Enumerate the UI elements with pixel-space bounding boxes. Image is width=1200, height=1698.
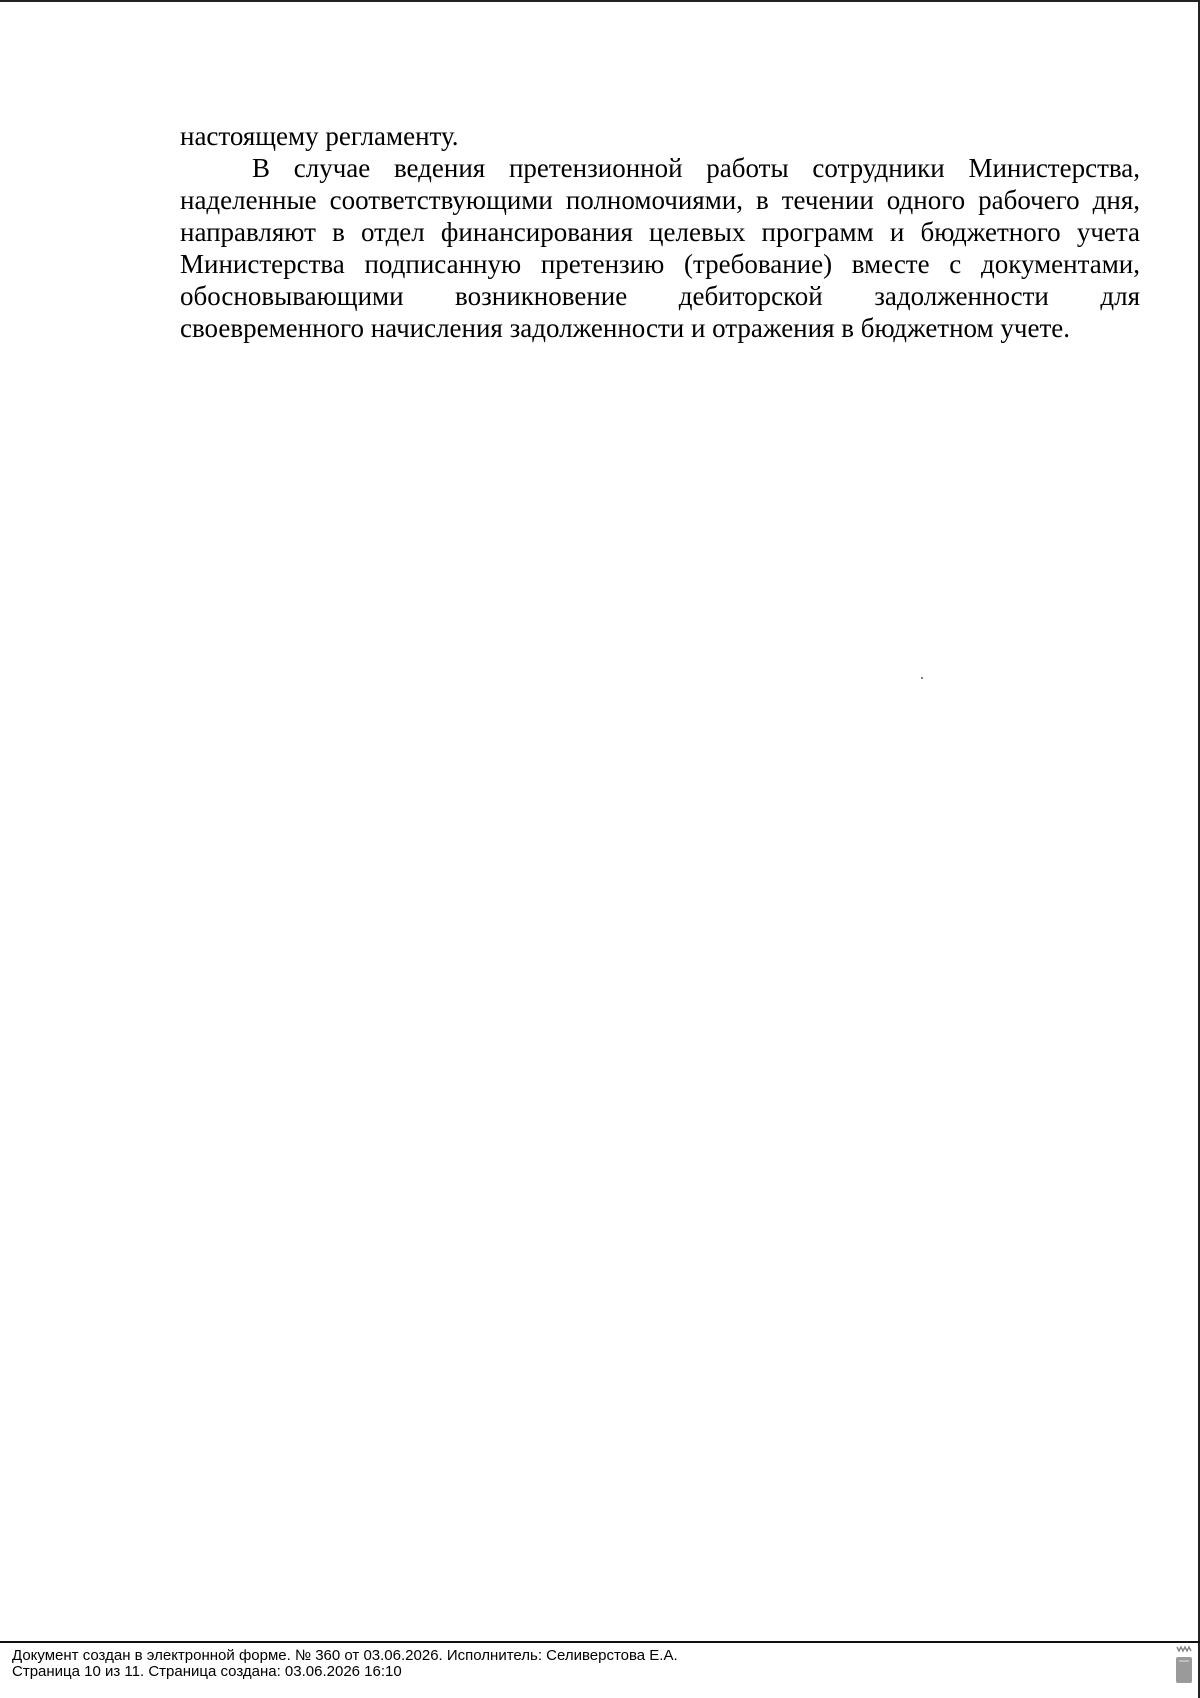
footer-line-page-info: Страница 10 из 11. Страница создана: 03.06.2026 16:10: [12, 1663, 402, 1680]
continuation-line: настоящему регламенту.: [180, 121, 459, 151]
scan-speck: [921, 677, 923, 679]
page-top-border: [0, 0, 1200, 2]
document-body: [180, 120, 1140, 344]
footer-line-document-info: Документ создан в электронной форме. № 360 от 03.06.2026. Исполнитель: Селиверстова Е.А.: [12, 1647, 678, 1664]
document-footer: [12, 1648, 678, 1680]
document-emblem-icon: [1174, 1645, 1194, 1685]
body-paragraph: В случае ведения претензионной работы сотрудники Министерства, наделенные соответствующими полномочиями, в течении одного рабочего дня, направляют в отдел финансирования целевых программ и бюджетного учета Министерства подписанную претензию (требование) вместе с документами, обосновывающими возникновение дебиторской задолженности для своевременного начисления задолженности и отражения в бюджетном учете.: [180, 153, 1140, 343]
footer-divider: [0, 1641, 1200, 1643]
